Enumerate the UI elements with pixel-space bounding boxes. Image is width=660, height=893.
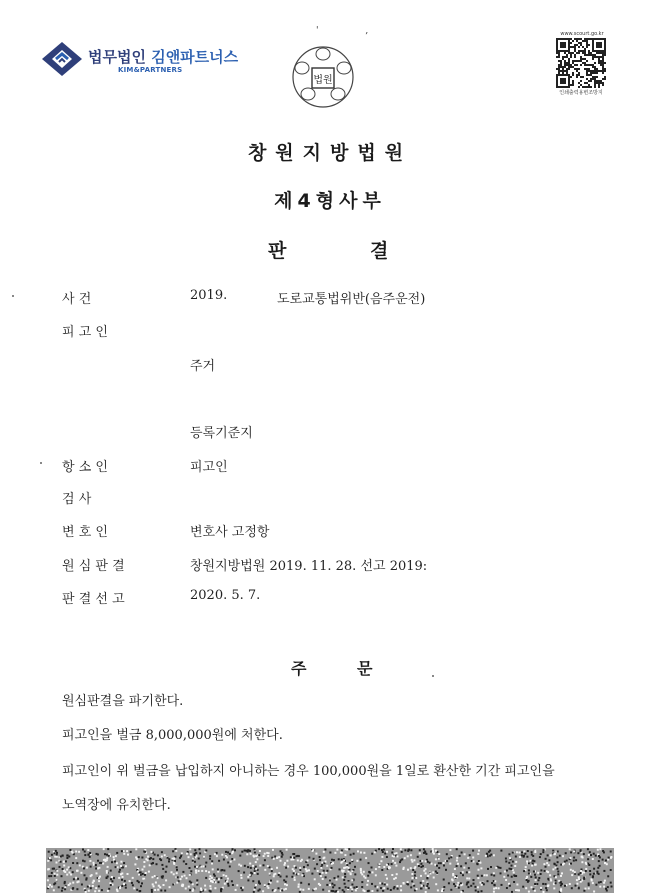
field-label-counsel: 변 호 인 [62,525,108,540]
seal-text: 법원 [313,75,333,86]
field-label-original-judgment: 원 심 판 결 [62,559,125,574]
order-heading-part-1: 주 [291,659,307,678]
firm-name [88,46,238,67]
order-line-3: 피고인이 위 벌금을 납입하지 아니하는 경우 100,000원을 1일로 환산한 기간 피고인을 [62,764,555,779]
field-label-defendant: 피 고 인 [62,325,108,340]
field-value-case-number: 2019. [190,288,228,303]
field-value-counsel: 변호사 고정항 [190,525,270,540]
order-line-2: 피고인을 벌금 8,000,000원에 처한다. [62,728,283,743]
field-label-sentencing-date: 판 결 선 고 [62,592,125,607]
firm-prefix: 법무법인 [88,48,146,66]
scan-speck [12,295,14,297]
firm-logo-icon [40,40,84,78]
scan-speck [432,675,434,677]
order-line-4: 노역장에 유치한다. [62,798,171,813]
order-line-1: 원심판결을 파기한다. [62,694,184,709]
field-label-prosecutor: 검 사 [62,492,92,507]
field-value-appellant: 피고인 [190,460,228,475]
field-value-original-judgment: 창원지방법원 2019. 11. 28. 선고 2019: [190,559,428,574]
qr-url: www.scourt.go.kr [560,31,604,37]
document-title-part-1: 판 [268,240,287,262]
redaction-noise-band [46,848,614,893]
field-value-registration: 등록기준지 [190,426,253,441]
seal-marks: ' , [316,26,391,36]
department-name: 제4형사부 [274,190,386,212]
order-heading-part-2: 문 [357,659,373,678]
document-title-part-2: 결 [370,240,389,262]
court-seal-icon [288,42,358,110]
scan-speck [40,462,42,464]
qr-caption: 인쇄출력용변조방지 [559,90,603,96]
field-label-appellant: 항 소 인 [62,460,108,475]
field-label-case: 사 건 [62,292,92,307]
court-name: 창원지방법원 [247,142,413,164]
firm-name-english: KIM&PARTNERS [118,66,183,74]
field-value-sentencing-date: 2020. 5. 7. [190,588,261,603]
field-value-address: 주거 [190,359,216,374]
qr-code-icon [556,38,606,88]
firm-name-korean: 김앤파트너스 [151,48,239,66]
field-value-case-name: 도로교통법위반(음주운전) [277,292,426,307]
